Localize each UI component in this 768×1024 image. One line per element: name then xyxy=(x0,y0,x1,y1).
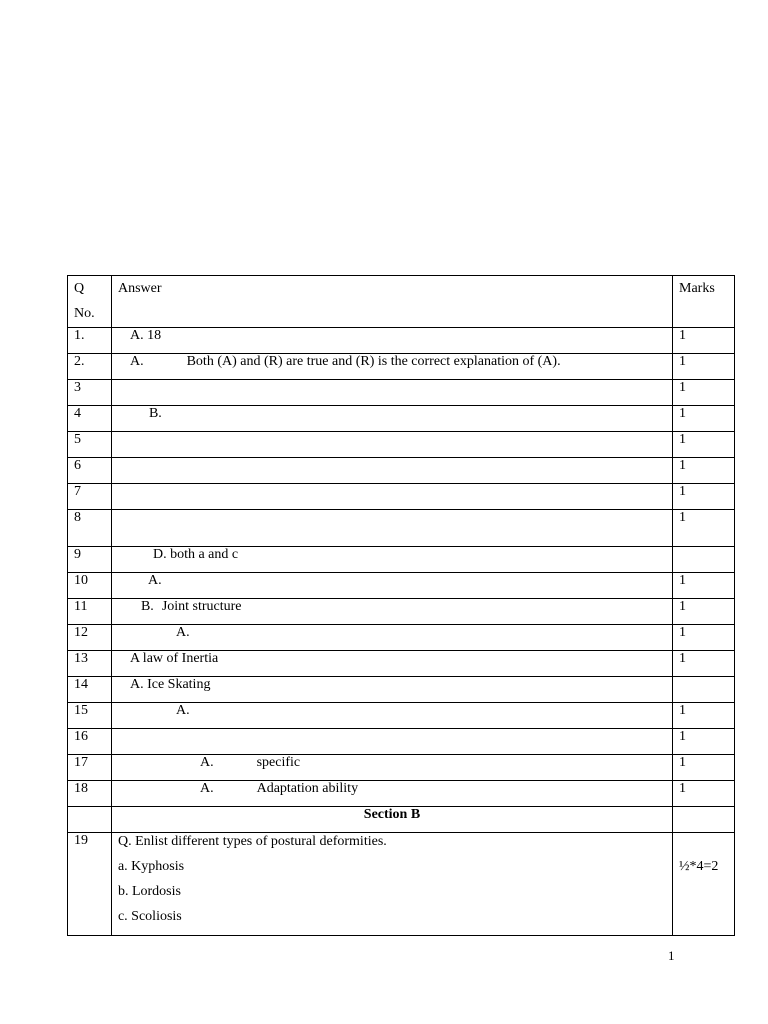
table-row xyxy=(68,755,735,781)
q19-item: c. Scoliosis xyxy=(117,909,182,924)
question-number: 8 xyxy=(68,510,112,547)
answer-text: A. Ice Skating xyxy=(129,677,211,692)
header-marks: Marks xyxy=(673,276,735,328)
table-row xyxy=(68,573,735,599)
answer-cell xyxy=(111,510,672,547)
marks-cell: 1 xyxy=(673,484,735,510)
table-row xyxy=(68,703,735,729)
marks-cell: 1 xyxy=(673,599,735,625)
table-row xyxy=(68,484,735,510)
answer-text: A. xyxy=(175,625,190,640)
table-row xyxy=(68,354,735,380)
table-row xyxy=(68,729,735,755)
answer-cell xyxy=(111,651,672,677)
answer-rows xyxy=(68,328,735,807)
marks-cell: 1 xyxy=(673,328,735,354)
section-b-heading: Section B xyxy=(111,807,672,833)
answer-option: A. xyxy=(199,755,214,770)
answer-cell xyxy=(111,573,672,599)
marks-cell: 1 xyxy=(673,625,735,651)
answer-text: A law of Inertia xyxy=(129,651,219,666)
question-number: 2. xyxy=(68,354,112,380)
question-number: 14 xyxy=(68,677,112,703)
question-number: 4 xyxy=(68,406,112,432)
marks-cell: 1 xyxy=(673,781,735,807)
marks-cell: 1 xyxy=(673,703,735,729)
table-row xyxy=(68,406,735,432)
table-row xyxy=(68,781,735,807)
question-number: 10 xyxy=(68,573,112,599)
answer-cell xyxy=(111,677,672,703)
question-number: 3 xyxy=(68,380,112,406)
table-row xyxy=(68,432,735,458)
table-row xyxy=(68,677,735,703)
answer-text: A. 18 xyxy=(129,328,162,343)
question-number: 7 xyxy=(68,484,112,510)
answer-text: A. xyxy=(175,703,190,718)
marks-cell: 1 xyxy=(673,458,735,484)
marks-cell: 1 xyxy=(673,729,735,755)
q19-marks: ½*4=2 xyxy=(673,833,735,936)
answer-cell xyxy=(111,547,672,573)
table-row xyxy=(68,547,735,573)
marks-cell xyxy=(673,547,735,573)
answer-cell xyxy=(111,703,672,729)
marks-cell: 1 xyxy=(673,406,735,432)
table-row xyxy=(68,328,735,354)
answer-cell xyxy=(111,781,672,807)
question-number: 13 xyxy=(68,651,112,677)
answer-cell xyxy=(111,380,672,406)
answer-cell xyxy=(111,625,672,651)
table-row xyxy=(68,458,735,484)
marks-cell: 1 xyxy=(673,755,735,781)
answer-key-table xyxy=(67,275,735,936)
q19-number: 19 xyxy=(68,833,112,936)
answer-text xyxy=(118,781,358,796)
marks-cell: 1 xyxy=(673,380,735,406)
question-number: 5 xyxy=(68,432,112,458)
question-number: 17 xyxy=(68,755,112,781)
answer-detail: Both (A) and (R) are true and (R) is the correct explanation of (A). xyxy=(186,354,561,369)
answer-text xyxy=(118,599,242,614)
question-number: 1. xyxy=(68,328,112,354)
question-number: 15 xyxy=(68,703,112,729)
answer-cell xyxy=(111,432,672,458)
answer-text: B. xyxy=(148,406,162,421)
answer-text: D. both a and c xyxy=(152,547,239,562)
page-number: 1 xyxy=(668,948,675,963)
question-number: 16 xyxy=(68,729,112,755)
question-number: 18 xyxy=(68,781,112,807)
table-row xyxy=(68,599,735,625)
marks-cell: 1 xyxy=(673,432,735,458)
answer-option: A. xyxy=(129,354,144,369)
table-row xyxy=(68,625,735,651)
q19-question: Q. Enlist different types of postural deformities. xyxy=(117,834,387,849)
section-b-row xyxy=(68,807,735,833)
question-19-row xyxy=(68,833,735,936)
answer-cell xyxy=(111,354,672,380)
answer-cell xyxy=(111,729,672,755)
answer-detail: specific xyxy=(256,755,301,770)
marks-cell: 1 xyxy=(673,510,735,547)
marks-cell: 1 xyxy=(673,354,735,380)
answer-option: B. xyxy=(140,599,154,614)
answer-cell xyxy=(111,599,672,625)
marks-cell: 1 xyxy=(673,651,735,677)
header-answer: Answer xyxy=(111,276,672,328)
table-row xyxy=(68,510,735,547)
q19-item: a. Kyphosis xyxy=(117,859,185,874)
answer-option: A. xyxy=(199,781,214,796)
answer-cell xyxy=(111,484,672,510)
question-number: 11 xyxy=(68,599,112,625)
answer-detail: Joint structure xyxy=(161,599,242,614)
q19-answer xyxy=(111,833,672,936)
answer-cell xyxy=(111,328,672,354)
answer-cell xyxy=(111,755,672,781)
answer-detail: Adaptation ability xyxy=(256,781,359,796)
question-number: 12 xyxy=(68,625,112,651)
table-row xyxy=(68,651,735,677)
marks-cell xyxy=(673,677,735,703)
table-row xyxy=(68,380,735,406)
answer-text xyxy=(118,755,300,770)
question-number: 9 xyxy=(68,547,112,573)
question-number: 6 xyxy=(68,458,112,484)
answer-cell xyxy=(111,406,672,432)
answer-text: A. xyxy=(147,573,162,588)
marks-cell: 1 xyxy=(673,573,735,599)
answer-cell xyxy=(111,458,672,484)
header-row xyxy=(68,276,735,328)
answer-text xyxy=(118,354,561,369)
q19-item: b. Lordosis xyxy=(117,884,181,899)
header-q-no: Q No. xyxy=(68,276,112,328)
